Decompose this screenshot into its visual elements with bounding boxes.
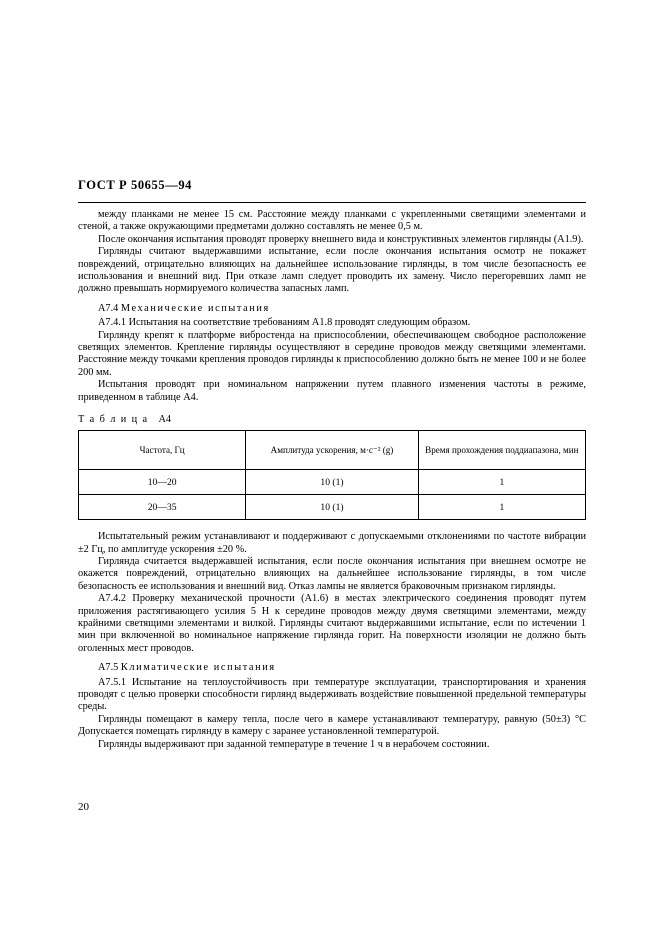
table-body (79, 470, 586, 520)
page-content (78, 178, 586, 751)
header-rule (78, 202, 586, 203)
table-header-frequency: Частота, Гц (79, 431, 246, 470)
table-caption (78, 414, 586, 425)
paragraph-after-table-3: А7.4.2 Проверку механической прочности (А1.6) в местах электрического соединения проводят путем приложения растягивающего усилия 5 Н к середине проводов между двумя светящими элементами, между крайними светящими элементами и вилкой. Гирлянды считают выдержавшими испытание, если по истечении 1 мин при включенной во номинальное напряжение гирлянда горит. На поверхности изоляции не должно быть оголенных мест проводов. (78, 593, 586, 654)
paragraph-a75-1: А7.5.1 Испытание на теплоустойчивость при температуре эксплуатации, транспортирования и хранения проводят с целью проверки способности гирлянд выдерживать воздействие повышенной предельной температуры среды. (78, 676, 586, 713)
paragraph-top-1: между планками не менее 15 см. Расстояние между планками с укрепленными светящими элементами и стеной, а также окружающими предметами должно составлять не менее 0,5 м. (78, 209, 586, 233)
section-heading-a7-5-number: А7.5 (98, 662, 119, 674)
table-cell-amplitude: 10 (1) (246, 495, 418, 520)
table-cell-duration: 1 (418, 495, 585, 520)
table-cell-amplitude: 10 (1) (246, 470, 418, 495)
table-cell-duration: 1 (418, 470, 585, 495)
table-header-row (79, 431, 586, 470)
table-header-duration: Время прохождения поддиапазона, мин (418, 431, 585, 470)
paragraph-after-table-1: Испытательный режим устанавливают и поддерживают с допускаемыми отклонениями по частоте вибрации ±2 Гц, по амплитуде ускорения ±20 %. (78, 531, 586, 555)
table-caption-label: Т а б л и ц а (78, 414, 149, 426)
paragraph-a741-3: Испытания проводят при номинальном напряжении путем плавного изменения частоты в режиме, приведенном в таблице А4. (78, 379, 586, 403)
table-header-amplitude: Амплитуда ускорения, м·с⁻² (g) (246, 431, 418, 470)
section-heading-a7-4-number: А7.4 (98, 302, 119, 314)
paragraph-top-2: После окончания испытания проводят проверку внешнего вида и конструктивных элементов гирлянды (А1.9). (98, 233, 584, 245)
table-caption-number: А4 (158, 414, 172, 426)
table-row (79, 470, 586, 495)
table-head (79, 431, 586, 470)
paragraph-a75-2: Гирлянды помещают в камеру тепла, после чего в камере устанавливают температуру, равную (50±3) °С Допускается помещать гирлянду в камеру с заранее установленной температурой. (78, 713, 586, 738)
table-row (79, 495, 586, 520)
table-cell-frequency: 10—20 (79, 470, 246, 495)
paragraph-a75-3: Гирлянды выдерживают при заданной температуре в течение 1 ч в нерабочем состоянии. (98, 738, 490, 750)
section-heading-a7-4-title: Механические испытания (120, 302, 270, 314)
paragraph-a741-1: А7.4.1 Испытания на соответствие требованиям А1.8 проводят следующим образом. (98, 317, 471, 329)
paragraph-a741-2: Гирлянду крепят к платформе вибростенда на приспособлении, обеспечивающем свободное расположение светящих элементов. Крепление гирлянды осуществляют в середине проводов между светящими элементами. Расстояние между точками крепления проводов гирлянды к приспособлению должно быть не менее 100 и не более 200 мм. (78, 329, 586, 378)
standard-number-header: ГОСТ Р 50655—94 (78, 178, 193, 192)
vibration-test-table (78, 430, 586, 520)
paragraph-top-3: Гирлянды считают выдержавшими испытание, если после окончания испытания осмотр не покажет повреждений, отрицательно влияющих на дальнейшее использование гирлянды, в том числе безопасность ее использования и внешний вид. При отказе ламп следует проводить их замену. Число перегоревших ламп не должно превышать нормируемого количества запасных ламп. (78, 246, 586, 295)
paragraph-after-table-2: Гирлянда считается выдержавшей испытания, если после окончания испытания при внешнем осмотре не окажется повреждений, отрицательно влияющих на дальнейшее использование гирлянды, в том числе безопасность ее использования и внешний вид. Отказ лампы не является браковочным признаком гирлянды. (78, 555, 586, 592)
section-heading-a7-5 (78, 662, 586, 674)
section-heading-a7-4 (78, 303, 586, 315)
page-number: 20 (78, 801, 89, 813)
table-cell-frequency: 20—35 (79, 495, 246, 520)
section-heading-a7-5-title: Климатические испытания (120, 662, 276, 674)
